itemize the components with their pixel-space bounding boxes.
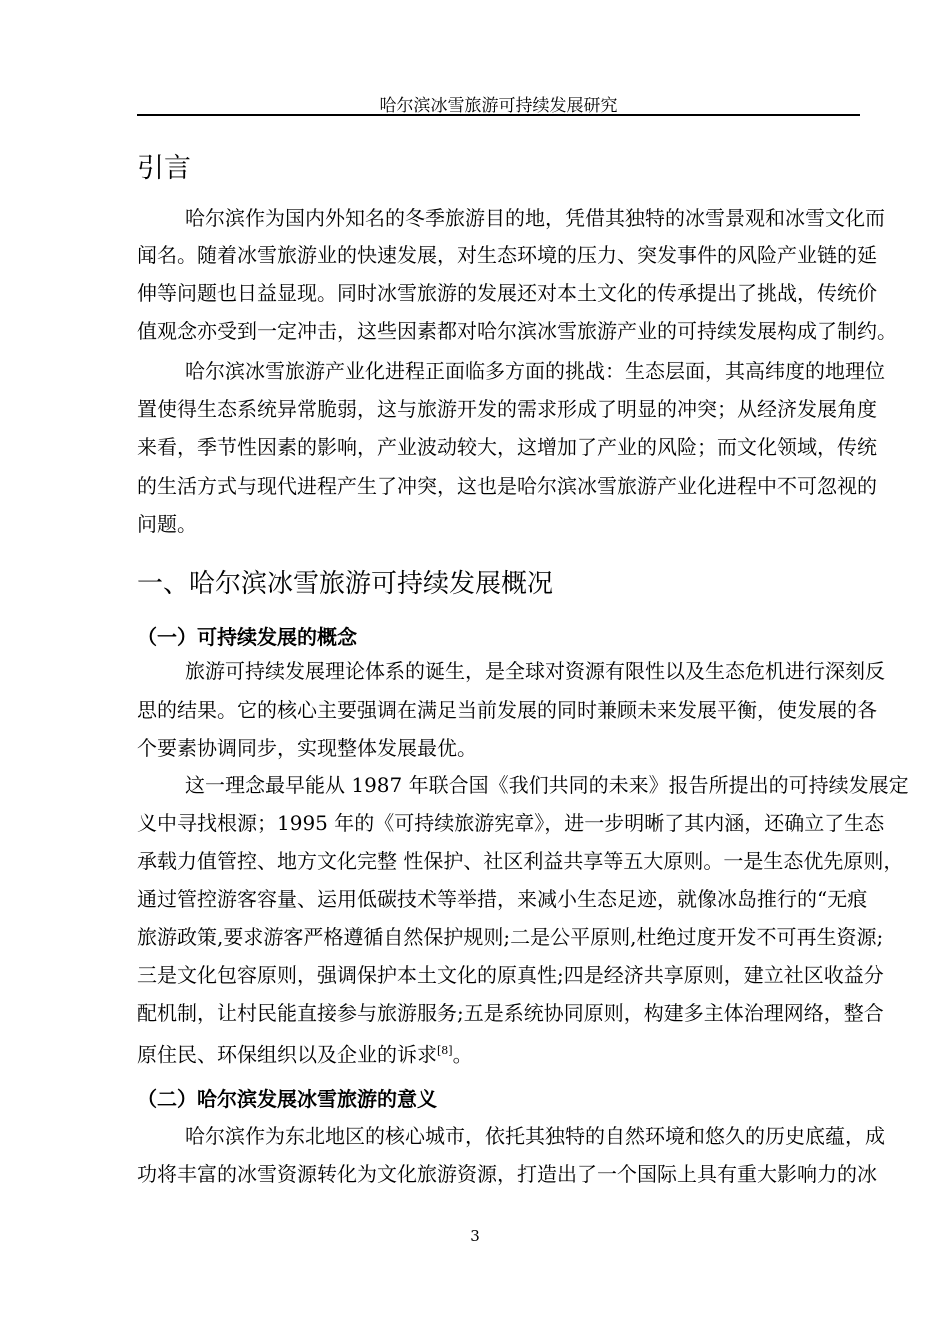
text-line: 功将丰富的冰雪资源转化为文化旅游资源，打造出了一个国际上具有重大影响力的冰 (137, 1162, 877, 1186)
text-line: 闻名。随着冰雪旅游业的快速发展，对生态环境的压力、突发事件的风险产业链的延 (137, 243, 877, 267)
text-line: 通过管控游客容量、运用低碳技术等举措，来减小生态足迹，就像冰岛推行的“无痕 (137, 887, 868, 911)
text-line: 三是文化包容原则，强调保护本土文化的原真性;四是经济共享原则，建立社区收益分 (137, 963, 884, 987)
text-line: 配机制，让村民能直接参与旅游服务;五是系统协同原则，构建多主体治理网络，整合 (137, 1001, 884, 1025)
text-line: 值观念亦受到一定冲击，这些因素都对哈尔滨冰雪旅游产业的可持续发展构成了制约。 (137, 319, 897, 343)
subsection-heading: （二）哈尔滨发展冰雪旅游的意义 (137, 1087, 437, 1111)
page-number: 3 (470, 1227, 480, 1245)
text-line: 来看，季节性因素的影响，产业波动较大，这增加了产业的风险；而文化领域，传统 (137, 435, 877, 459)
citation-ref[interactable]: [8] (437, 1044, 453, 1057)
text-line: 旅游政策,要求游客严格遵循自然保护规则;二是公平原则,杜绝过度开发不可再生资源; (137, 925, 884, 949)
text-line: 哈尔滨作为东北地区的核心城市，依托其独特的自然环境和悠久的历史底蕴，成 (185, 1124, 885, 1148)
text-line: 这一理念最早能从 1987 年联合国《我们共同的未来》报告所提出的可持续发展定 (185, 773, 909, 797)
intro-heading: 引言 (137, 153, 191, 184)
text-line: 旅游可持续发展理论体系的诞生，是全球对资源有限性以及生态危机进行深刻反 (185, 659, 885, 683)
text-line: 义中寻找根源；1995 年的《可持续旅游宪章》，进一步明晰了其内涵，还确立了生态 (137, 811, 885, 835)
text-line: 思的结果。它的核心主要强调在满足当前发展的同时兼顾未来发展平衡，使发展的各 (137, 698, 877, 722)
text-line: 个要素协调同步，实现整体发展最优。 (137, 736, 477, 760)
text-line: 承载力值管控、地方文化完整 性保护、社区利益共享等五大原则。一是生态优先原则， (137, 849, 904, 873)
text-line: 问题。 (137, 512, 197, 536)
text-line: 哈尔滨冰雪旅游产业化进程正面临多方面的挑战：生态层面，其高纬度的地理位 (185, 359, 885, 383)
text-line: 置使得生态系统异常脆弱，这与旅游开发的需求形成了明显的冲突；从经济发展角度 (137, 397, 877, 421)
subsection-heading: （一）可持续发展的概念 (137, 625, 357, 649)
text-line (137, 1038, 860, 1068)
text-line-body: 原住民、环保组织以及企业的诉求 (137, 1042, 437, 1067)
text-line: 伸等问题也日益显现。同时冰雪旅游的发展还对本土文化的传承提出了挑战，传统价 (137, 281, 877, 305)
text-line-tail: 。 (452, 1042, 473, 1067)
text-line: 的生活方式与现代进程产生了冲突，这也是哈尔滨冰雪旅游产业化进程中不可忽视的 (137, 474, 877, 498)
header-rule (137, 114, 860, 116)
text-line: 哈尔滨作为国内外知名的冬季旅游目的地，凭借其独特的冰雪景观和冰雪文化而 (185, 206, 885, 230)
running-header: 哈尔滨冰雪旅游可持续发展研究 (379, 96, 618, 116)
section-heading: 一、哈尔滨冰雪旅游可持续发展概况 (137, 569, 554, 599)
